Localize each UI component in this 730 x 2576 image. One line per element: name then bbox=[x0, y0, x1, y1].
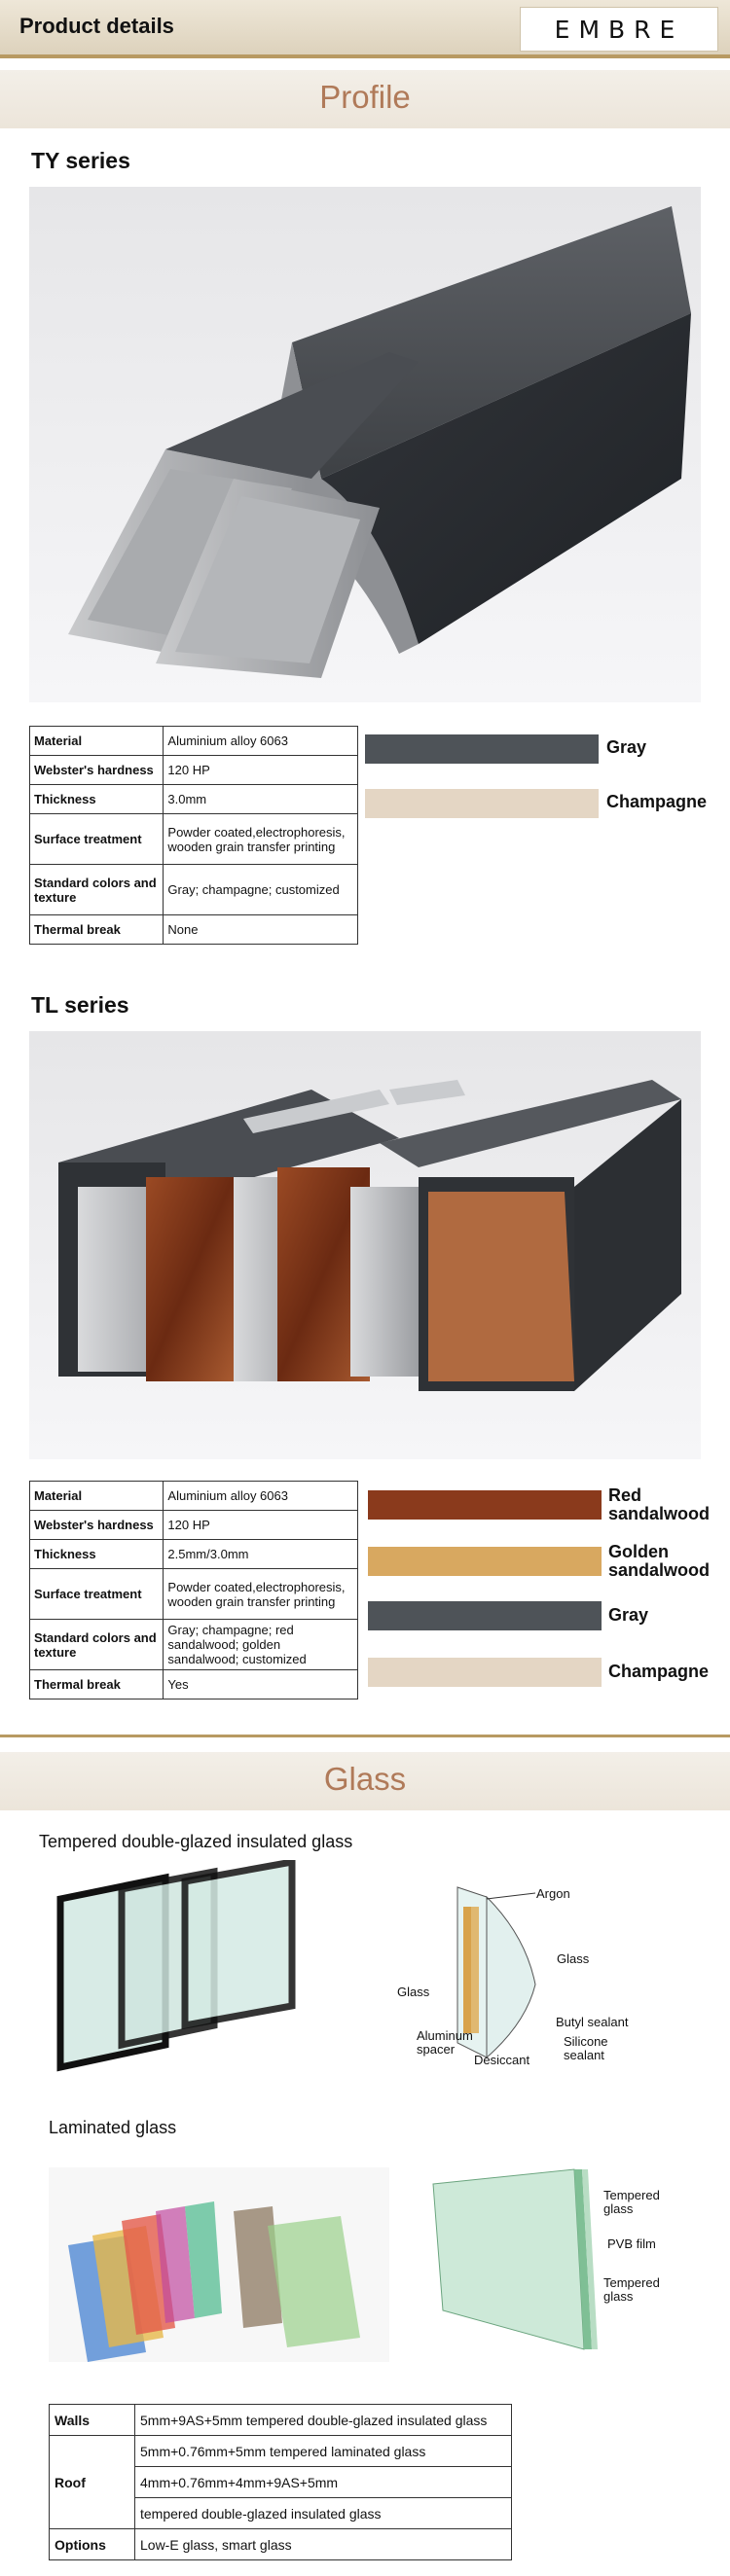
table-row bbox=[30, 1511, 358, 1540]
glass-banner bbox=[0, 1752, 730, 1810]
header-bar bbox=[0, 0, 730, 58]
spec-value: Aluminium alloy 6063 bbox=[164, 1482, 358, 1511]
table-row bbox=[30, 1569, 358, 1620]
spec-key: Standard colors and texture bbox=[30, 865, 164, 915]
spec-key: Surface treatment bbox=[30, 814, 164, 865]
spec-value: 120 HP bbox=[164, 756, 358, 785]
glass-spec-value: 5mm+0.76mm+5mm tempered laminated glass bbox=[135, 2436, 512, 2467]
color-swatch-champagne bbox=[368, 1658, 602, 1687]
spec-key: Thermal break bbox=[30, 1670, 164, 1699]
label-aluminum-spacer: Aluminum spacer bbox=[417, 2028, 473, 2057]
spec-key: Surface treatment bbox=[30, 1569, 164, 1620]
spec-value: Yes bbox=[164, 1670, 358, 1699]
label-silicone-sealant: Silicone sealant bbox=[564, 2034, 608, 2062]
spec-value: 3.0mm bbox=[164, 785, 358, 814]
logo-text: EMBRE bbox=[554, 16, 684, 44]
color-label: Champagne bbox=[606, 792, 708, 811]
laminated-glass-diagram bbox=[428, 2165, 623, 2359]
glass-spec-value: 5mm+9AS+5mm tempered double-glazed insulated glass bbox=[135, 2405, 512, 2436]
ty-series-title: TY series bbox=[31, 148, 130, 173]
color-label: Gray bbox=[608, 1605, 649, 1625]
profile-banner bbox=[0, 70, 730, 128]
color-swatch-gray bbox=[365, 734, 599, 764]
color-swatch-red-sandalwood bbox=[368, 1490, 602, 1520]
tl-series-title: TL series bbox=[31, 992, 129, 1018]
spec-value: Powder coated,electrophoresis, wooden grain transfer printing bbox=[164, 814, 358, 865]
glass-spec-value: 4mm+0.76mm+4mm+9AS+5mm bbox=[135, 2467, 512, 2498]
ty-profile-photo bbox=[29, 187, 701, 702]
color-swatch-gray bbox=[368, 1601, 602, 1630]
glass-heading: Glass bbox=[323, 1761, 407, 1797]
ty-spec-table bbox=[29, 726, 358, 945]
table-row bbox=[30, 865, 358, 915]
spec-value: Powder coated,electrophoresis, wooden grain transfer printing bbox=[164, 1569, 358, 1620]
spec-value: None bbox=[164, 915, 358, 945]
table-row bbox=[30, 1540, 358, 1569]
ty-profile-illustration bbox=[29, 187, 701, 702]
tl-profile-photo bbox=[29, 1031, 701, 1459]
spec-key: Webster's hardness bbox=[30, 756, 164, 785]
table-row bbox=[50, 2405, 512, 2436]
label-desiccant: Desiccant bbox=[474, 2053, 530, 2067]
table-row bbox=[30, 915, 358, 945]
laminated-glass-title: Laminated glass bbox=[49, 2118, 177, 2137]
insulated-glass-photo bbox=[49, 1860, 310, 2084]
color-swatch-champagne bbox=[365, 789, 599, 818]
spec-value: Aluminium alloy 6063 bbox=[164, 727, 358, 756]
color-label: Golden sandalwood bbox=[608, 1542, 711, 1580]
label-pvb-film: PVB film bbox=[607, 2236, 656, 2251]
laminated-glass-illustration bbox=[49, 2167, 389, 2362]
insulated-glass-title: Tempered double-glazed insulated glass bbox=[39, 1832, 353, 1851]
spec-value: Gray; champagne; customized bbox=[164, 865, 358, 915]
page-title: Product details bbox=[19, 14, 174, 38]
glass-spec-key: Roof bbox=[50, 2436, 135, 2529]
tl-profile-illustration bbox=[29, 1031, 701, 1459]
insulated-glass-illustration bbox=[49, 1860, 310, 2084]
laminated-glass-cross-section bbox=[428, 2165, 623, 2359]
spec-value: 2.5mm/3.0mm bbox=[164, 1540, 358, 1569]
label-tempered-glass-top: Tempered glass bbox=[603, 2188, 660, 2216]
spec-key: Thickness bbox=[30, 785, 164, 814]
table-row bbox=[50, 2529, 512, 2560]
glass-spec-value: Low-E glass, smart glass bbox=[135, 2529, 512, 2560]
glass-spec-key: Walls bbox=[50, 2405, 135, 2436]
table-row bbox=[50, 2436, 512, 2467]
color-label: Gray bbox=[606, 737, 647, 757]
color-label: Red sandalwood bbox=[608, 1485, 711, 1523]
table-row bbox=[30, 1670, 358, 1699]
spec-key: Thermal break bbox=[30, 915, 164, 945]
spec-key: Material bbox=[30, 727, 164, 756]
color-swatch-golden-sandalwood bbox=[368, 1547, 602, 1576]
table-row bbox=[30, 814, 358, 865]
spec-value: 120 HP bbox=[164, 1511, 358, 1540]
spec-key: Material bbox=[30, 1482, 164, 1511]
profile-heading: Profile bbox=[319, 79, 411, 115]
label-argon: Argon bbox=[536, 1886, 570, 1901]
section-divider bbox=[0, 1735, 730, 1737]
label-tempered-glass-bottom: Tempered glass bbox=[603, 2275, 660, 2304]
laminated-glass-photo bbox=[49, 2167, 389, 2362]
spec-key: Webster's hardness bbox=[30, 1511, 164, 1540]
glass-spec-value: tempered double-glazed insulated glass bbox=[135, 2498, 512, 2529]
glass-spec-key: Options bbox=[50, 2529, 135, 2560]
label-glass-left: Glass bbox=[397, 1985, 430, 1999]
spec-key: Standard colors and texture bbox=[30, 1620, 164, 1670]
table-row bbox=[30, 756, 358, 785]
label-glass-right: Glass bbox=[557, 1951, 590, 1966]
label-butyl-sealant: Butyl sealant bbox=[556, 2015, 629, 2029]
table-row bbox=[30, 785, 358, 814]
glass-spec-table bbox=[49, 2404, 512, 2560]
table-row bbox=[30, 1482, 358, 1511]
spec-key: Thickness bbox=[30, 1540, 164, 1569]
color-label: Champagne bbox=[608, 1662, 710, 1681]
tl-spec-table bbox=[29, 1481, 358, 1699]
table-row bbox=[30, 727, 358, 756]
spec-value: Gray; champagne; red sandalwood; golden sandalwood; customized bbox=[164, 1620, 358, 1670]
brand-logo bbox=[520, 7, 718, 52]
table-row bbox=[30, 1620, 358, 1670]
